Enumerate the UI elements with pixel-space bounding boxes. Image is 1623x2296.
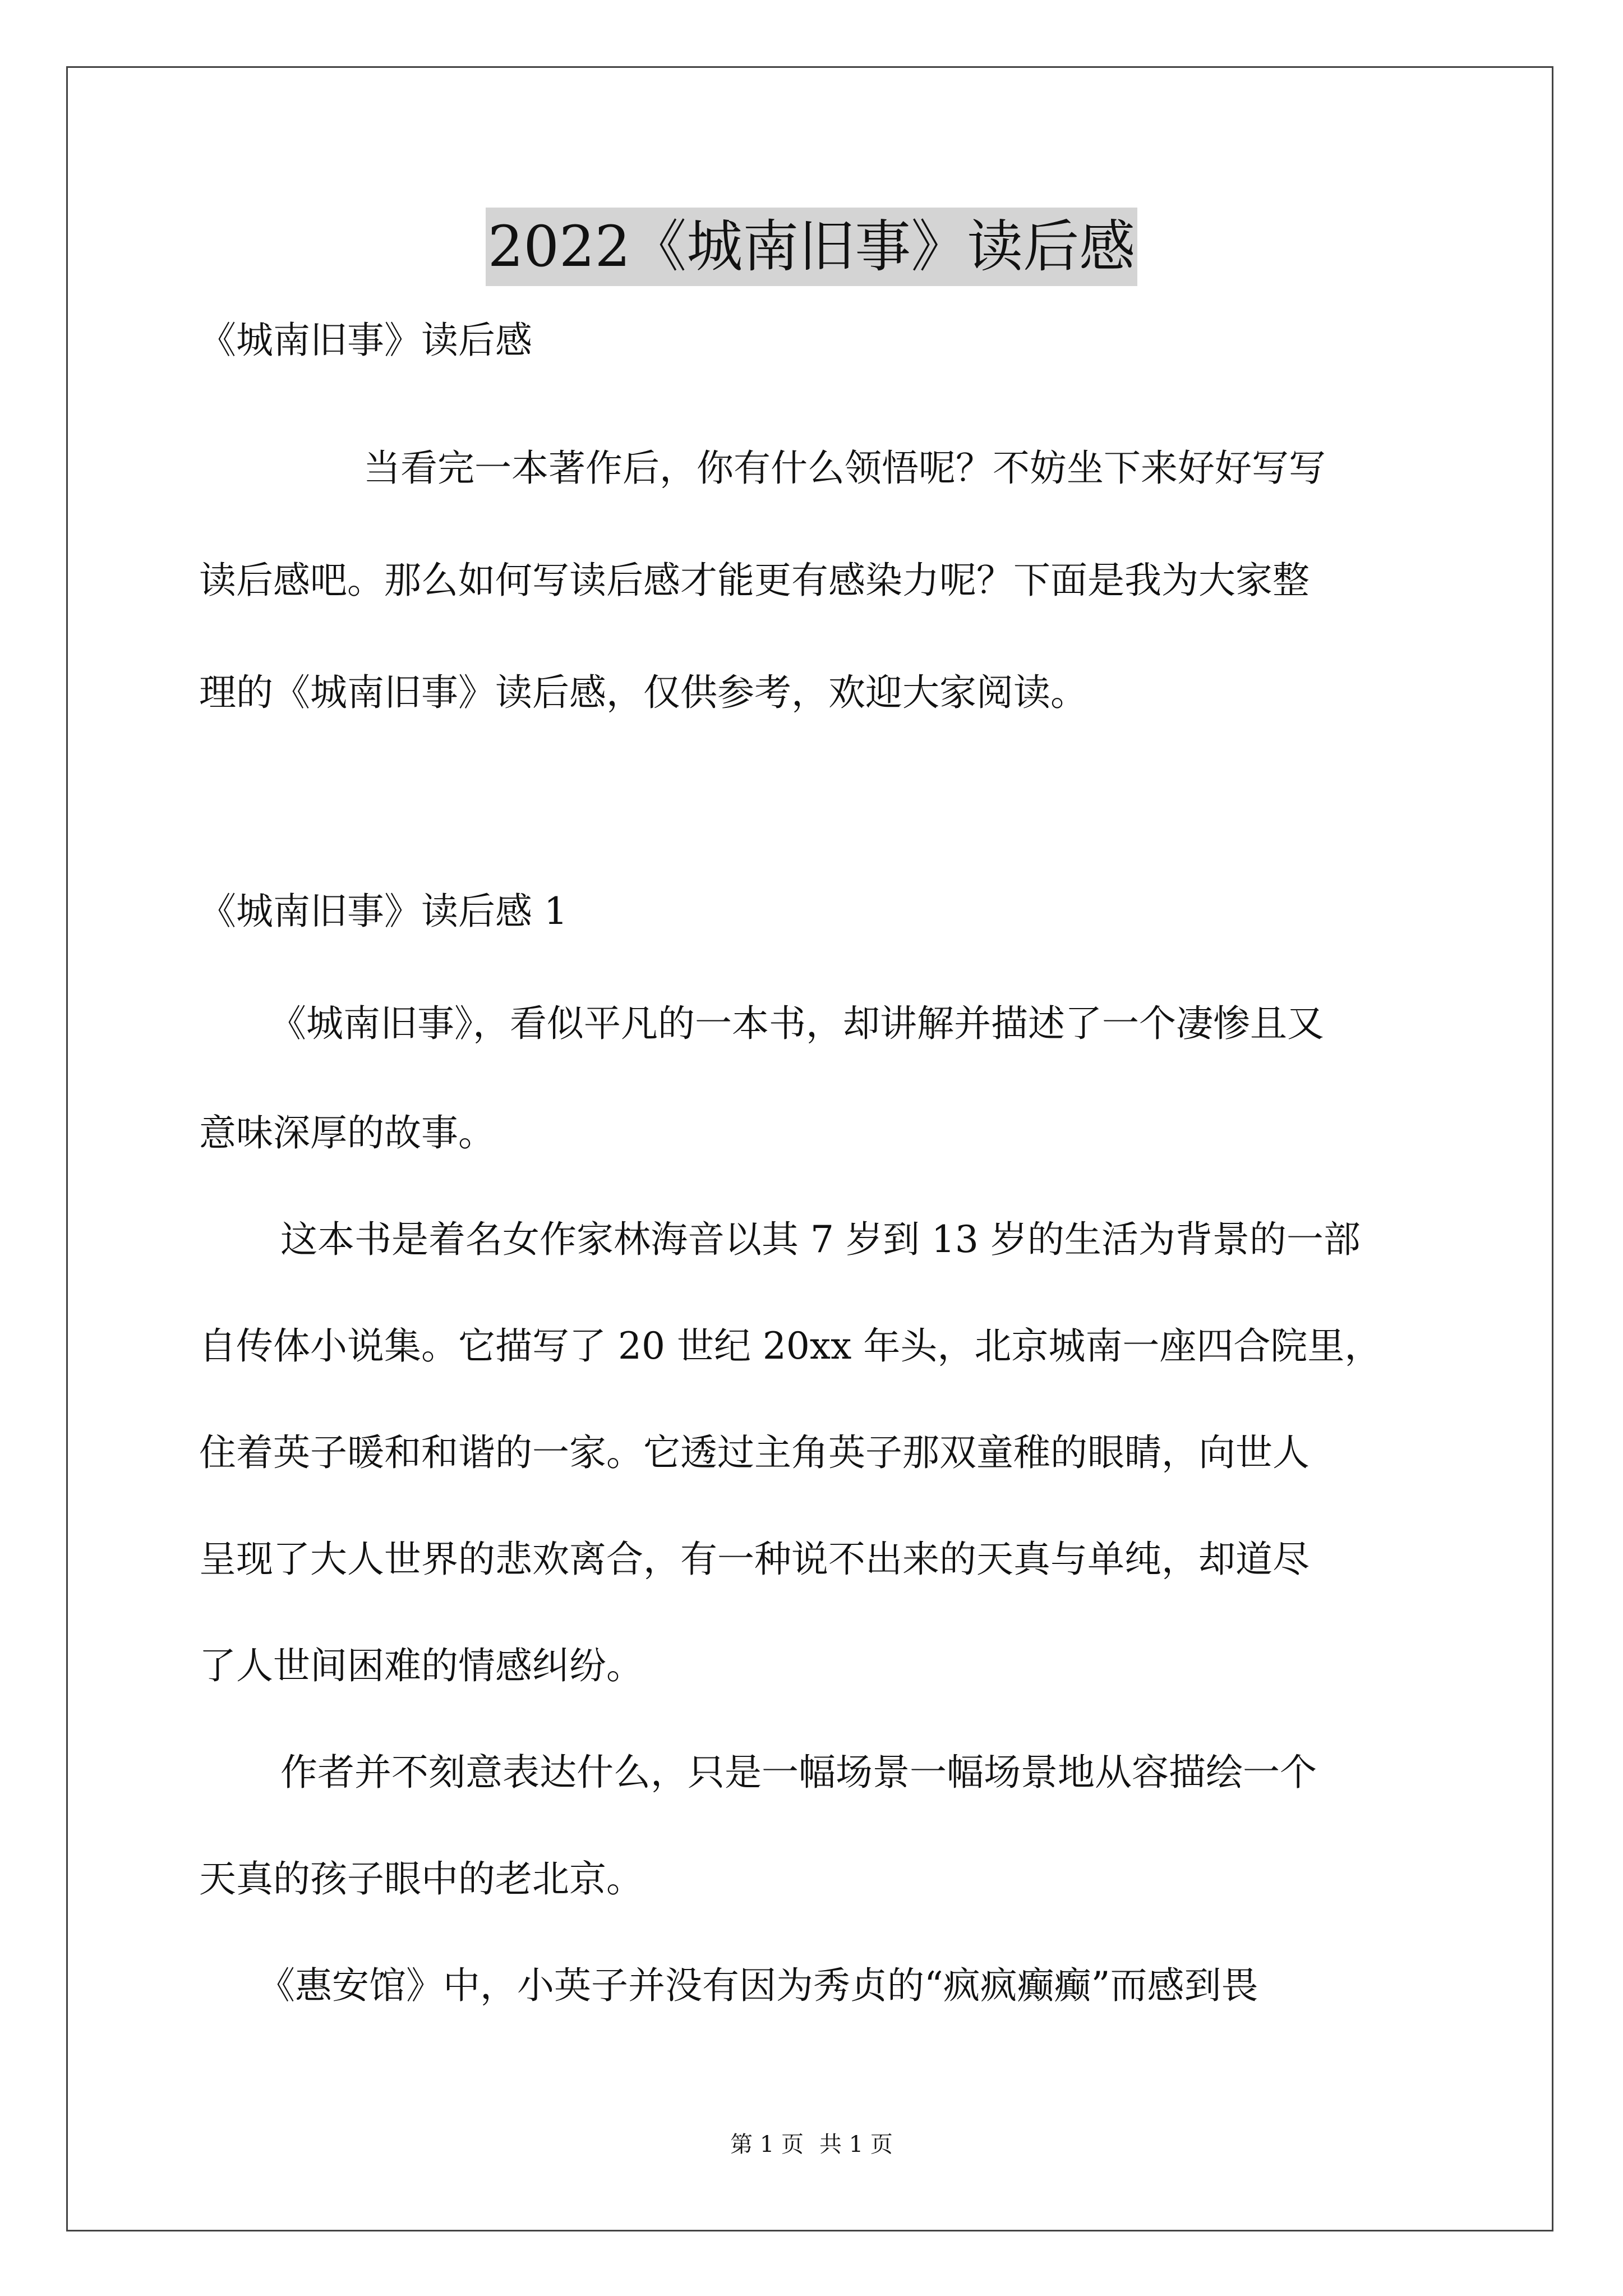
body-line: 意味深厚的故事。 [199,1111,495,1154]
page-number-total: 共 1 页 [819,2132,893,2157]
intro-line: 理的《城南旧事》读后感，仅供参考，欢迎大家阅读。 [199,671,1087,714]
body-line: 《惠安馆》中，小英子并没有因为秀贞的“疯疯癫癫”而感到畏 [258,1964,1258,2007]
body-line: 了人世间困难的情感纠纷。 [199,1644,643,1687]
intro-line: 当看完一本著作后，你有什么领悟呢？不妨坐下来好好写写 [363,447,1326,490]
section-heading: 《城南旧事》读后感 1 [199,890,568,933]
page-footer [0,2129,1623,2160]
document-title: 2022《城南旧事》读后感 [486,208,1138,286]
body-line: 住着英子暖和和谐的一家。它透过主角英子那双童稚的眼睛，向世人 [199,1431,1310,1474]
body-line: 天真的孩子眼中的老北京。 [199,1857,643,1901]
intro-line: 读后感吧。那么如何写读后感才能更有感染力呢？下面是我为大家整 [199,559,1310,602]
body-line: 自传体小说集。它描写了 20 世纪 20xx 年头，北京城南一座四合院里， [199,1324,1382,1368]
subtitle: 《城南旧事》读后感 [199,319,532,362]
body-line: 这本书是着名女作家林海音以其 7 岁到 13 岁的生活为背景的一部 [280,1218,1361,1261]
title-wrap [0,208,1623,286]
body-line: 《城南旧事》，看似平凡的一本书，却讲解并描述了一个凄惨且又 [269,1002,1324,1045]
page-number-current: 第 1 页 [730,2132,804,2157]
body-line: 作者并不刻意表达什么，只是一幅场景一幅场景地从容描绘一个 [280,1751,1317,1794]
body-line: 呈现了大人世界的悲欢离合，有一种说不出来的天真与单纯，却道尽 [199,1538,1310,1581]
